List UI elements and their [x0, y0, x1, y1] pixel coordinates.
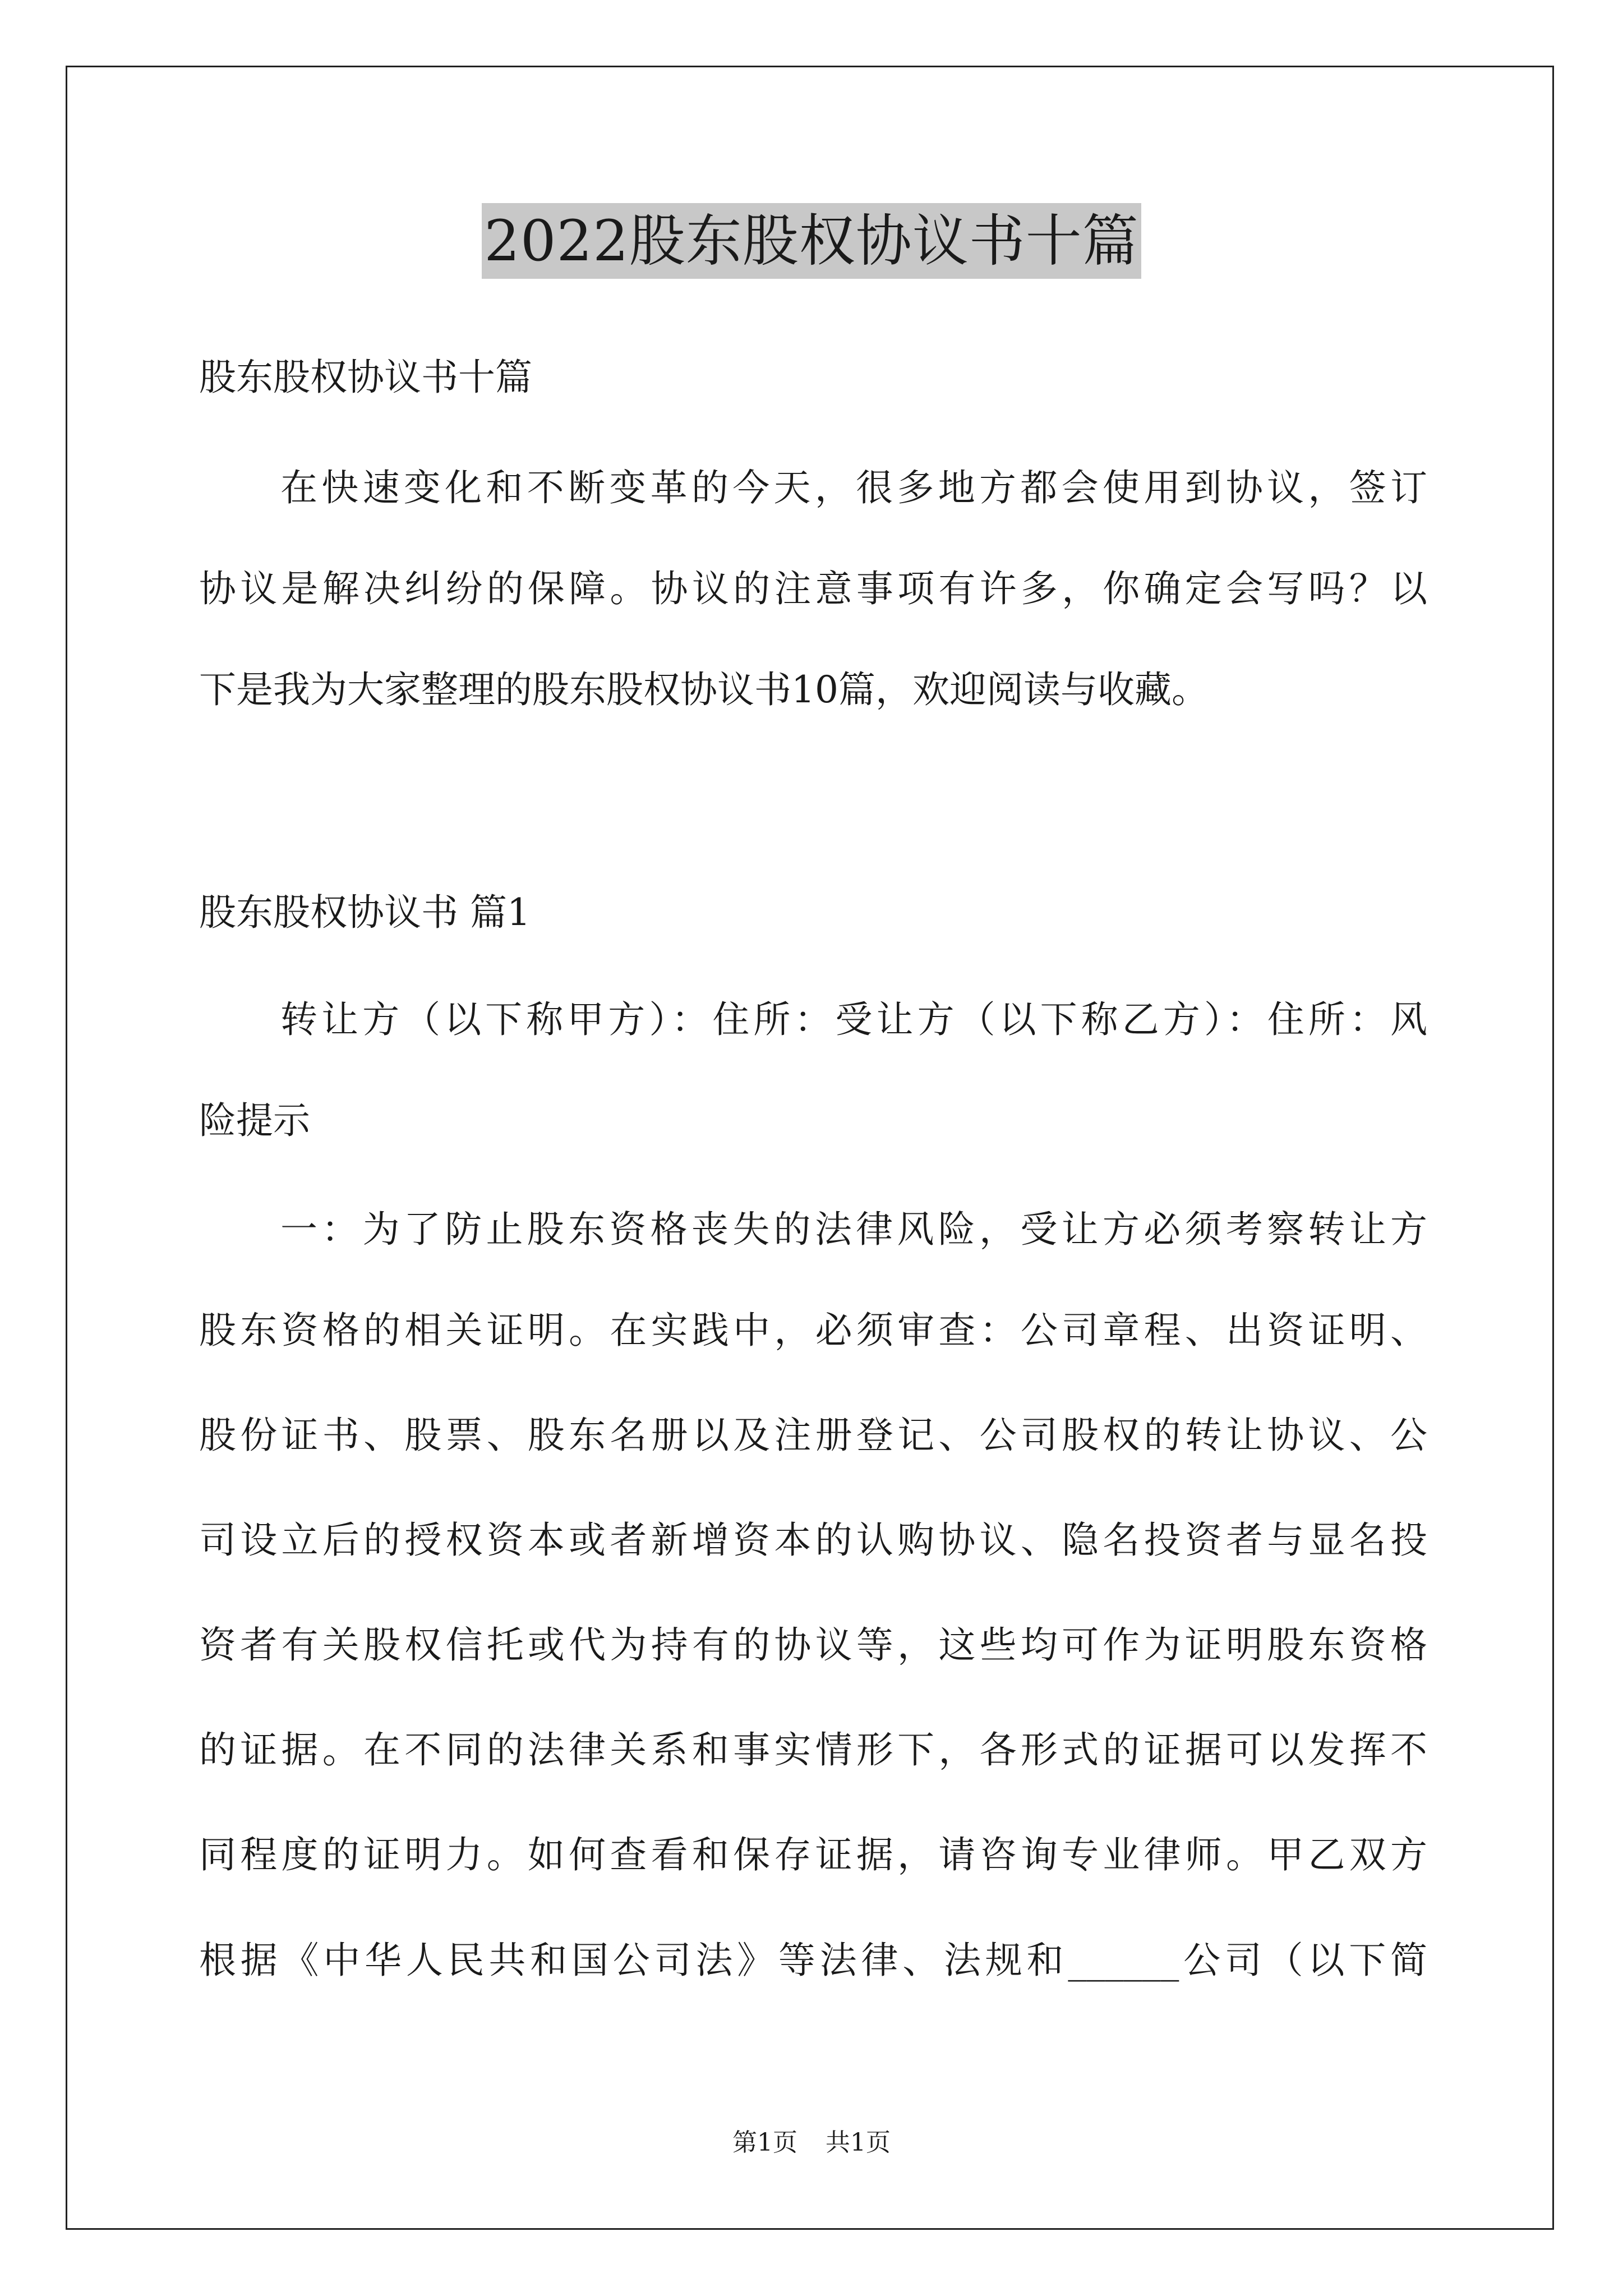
page-total: 共1页 — [826, 2128, 891, 2157]
body-line-6: 的证据。在不同的法律关系和事实情形下，各形式的证据可以发挥不 — [199, 1728, 1427, 1772]
intro-line-1: 在快速变化和不断变革的今天，很多地方都会使用到协议，签订 — [280, 466, 1427, 509]
body-line-2: 股东资格的相关证明。在实践中，必须审查：公司章程、出资证明、 — [199, 1309, 1427, 1352]
section-heading: 股东股权协议书 篇1 — [199, 891, 531, 934]
parties-line-2: 险提示 — [199, 1099, 310, 1142]
body-line-1: 一：为了防止股东资格丧失的法律风险，受让方必须考察转让方 — [280, 1208, 1427, 1251]
body-line-3: 股份证书、股票、股东名册以及注册登记、公司股权的转让协议、公 — [199, 1414, 1427, 1457]
intro-line-2: 协议是解决纠纷的保障。协议的注意事项有许多，你确定会写吗？以 — [199, 567, 1427, 610]
document-title: 2022股东股权协议书十篇 — [482, 203, 1141, 279]
title-wrapper — [0, 203, 1623, 279]
parties-line-1: 转让方（以下称甲方）：住所：受让方（以下称乙方）：住所：风 — [280, 998, 1427, 1041]
page-footer — [0, 2126, 1623, 2160]
body-line-7: 同程度的证明力。如何查看和保存证据，请咨询专业律师。甲乙双方 — [199, 1833, 1427, 1876]
body-line-4: 司设立后的授权资本或者新增资本的认购协议、隐名投资者与显名投 — [199, 1519, 1427, 1562]
document-subtitle: 股东股权协议书十篇 — [199, 356, 532, 399]
body-line-8: 根据《中华人民共和国公司法》等法律、法规和______公司（以下简 — [199, 1939, 1427, 1982]
intro-line-3: 下是我为大家整理的股东股权协议书10篇，欢迎阅读与收藏。 — [199, 668, 1209, 711]
body-line-5: 资者有关股权信托或代为持有的协议等，这些均可作为证明股东资格 — [199, 1623, 1427, 1667]
page-number: 第1页 — [732, 2128, 797, 2157]
